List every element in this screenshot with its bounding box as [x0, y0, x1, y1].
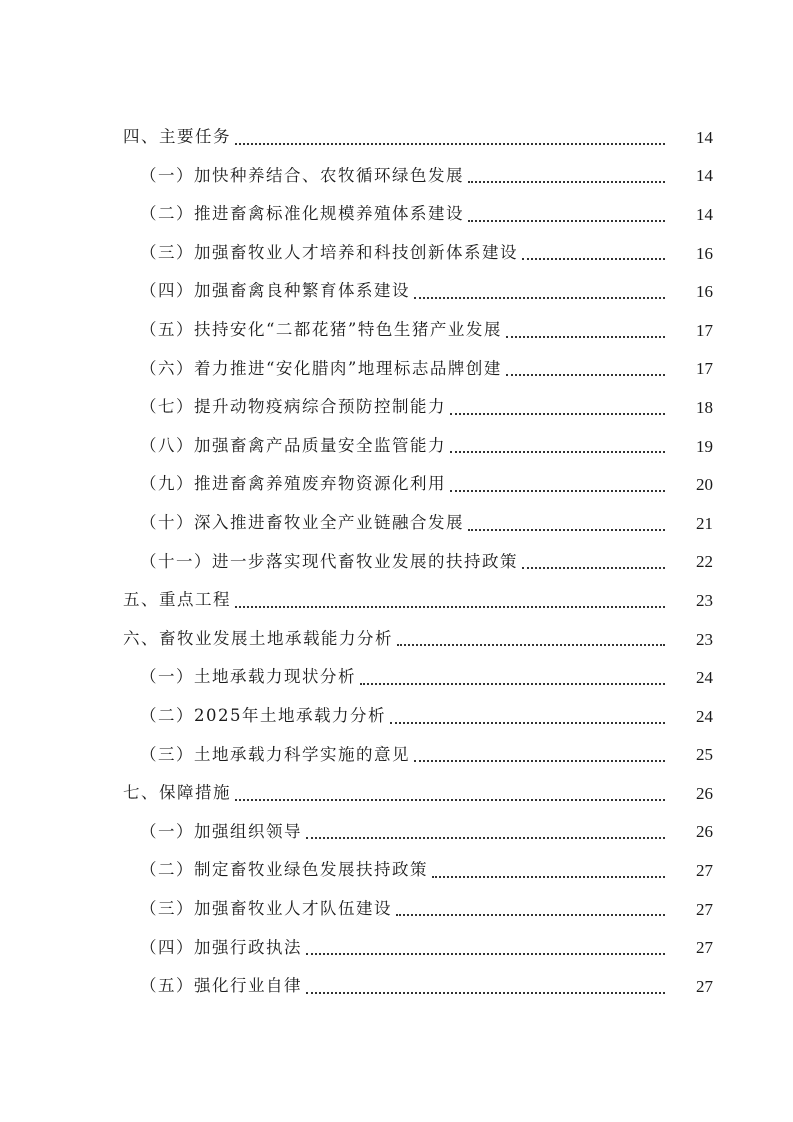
dot-leader [235, 605, 665, 608]
toc-entry[interactable] [0, 697, 793, 736]
toc-entry-title: （四）加强畜禽良种繁育体系建设 [140, 283, 414, 300]
toc-entry-page-number: 24 [696, 706, 713, 726]
toc-entry-page-number: 24 [696, 668, 713, 688]
toc-entry-title: （七）提升动物疫病综合预防控制能力 [140, 399, 450, 416]
toc-entry[interactable] [0, 311, 793, 350]
toc-entry-page-number: 27 [696, 938, 713, 958]
dot-leader [468, 528, 665, 531]
toc-entry-page-number: 23 [696, 629, 713, 649]
table-of-contents [0, 118, 793, 1006]
dot-leader [506, 373, 665, 376]
toc-entry-page-number: 21 [696, 513, 713, 533]
toc-entry[interactable] [0, 620, 793, 659]
dot-leader [432, 875, 665, 878]
toc-entry-page-number: 26 [696, 822, 713, 842]
toc-entry-title: （一）加强组织领导 [140, 824, 306, 841]
toc-entry-title: 四、主要任务 [123, 129, 235, 146]
dot-leader [506, 335, 665, 338]
toc-entry-page-number: 27 [696, 861, 713, 881]
dot-leader [396, 913, 665, 916]
toc-entry-page-number: 18 [696, 397, 713, 417]
toc-entry[interactable] [0, 543, 793, 582]
toc-entry-title: （一）加快种养结合、农牧循环绿色发展 [140, 168, 468, 185]
dot-leader [450, 412, 665, 415]
toc-entry-page-number: 16 [696, 282, 713, 302]
toc-entry-title: 七、保障措施 [123, 785, 235, 802]
toc-entry[interactable] [0, 928, 793, 967]
dot-leader [235, 798, 665, 801]
toc-entry-title: （二）2025年土地承载力分析 [140, 708, 390, 725]
toc-entry-title: 六、畜牧业发展土地承载能力分析 [123, 631, 397, 648]
toc-entry-title: （十一）进一步落实现代畜牧业发展的扶持政策 [140, 554, 522, 571]
toc-entry-title: （一）土地承载力现状分析 [140, 669, 360, 686]
dot-leader [235, 142, 665, 145]
dot-leader [390, 721, 665, 724]
toc-entry[interactable] [0, 350, 793, 389]
toc-entry-page-number: 23 [696, 590, 713, 610]
toc-entry-page-number: 16 [696, 243, 713, 263]
toc-entry-page-number: 14 [696, 204, 713, 224]
toc-entry[interactable] [0, 465, 793, 504]
toc-entry-page-number: 25 [696, 745, 713, 765]
toc-entry-title: 五、重点工程 [123, 592, 235, 609]
toc-entry-title: （九）推进畜禽养殖废弃物资源化利用 [140, 476, 450, 493]
toc-entry[interactable] [0, 427, 793, 466]
dot-leader [306, 836, 665, 839]
toc-entry-title: （三）加强畜牧业人才队伍建设 [140, 901, 396, 918]
toc-entry-page-number: 14 [696, 166, 713, 186]
toc-entry-page-number: 17 [696, 359, 713, 379]
toc-entry-title: （三）加强畜牧业人才培养和科技创新体系建设 [140, 245, 522, 262]
toc-entry[interactable] [0, 118, 793, 157]
dot-leader [306, 952, 665, 955]
toc-entry[interactable] [0, 851, 793, 890]
dot-leader [468, 219, 665, 222]
toc-entry[interactable] [0, 157, 793, 196]
dot-leader [397, 643, 665, 646]
dot-leader [522, 566, 665, 569]
toc-entry-page-number: 22 [696, 552, 713, 572]
dot-leader [360, 682, 665, 685]
toc-entry-title: （五）强化行业自律 [140, 978, 306, 995]
toc-entry[interactable] [0, 774, 793, 813]
toc-entry-title: （二）推进畜禽标准化规模养殖体系建设 [140, 206, 468, 223]
toc-entry[interactable] [0, 504, 793, 543]
toc-entry-page-number: 26 [696, 783, 713, 803]
toc-entry-title: （八）加强畜禽产品质量安全监管能力 [140, 438, 450, 455]
dot-leader [306, 991, 665, 994]
toc-entry[interactable] [0, 967, 793, 1006]
toc-entry-title: （六）着力推进“安化腊肉”地理标志品牌创建 [140, 361, 506, 378]
toc-entry-page-number: 17 [696, 320, 713, 340]
toc-entry-title: （十）深入推进畜牧业全产业链融合发展 [140, 515, 468, 532]
toc-entry-page-number: 19 [696, 436, 713, 456]
toc-entry[interactable] [0, 890, 793, 929]
toc-entry-page-number: 20 [696, 475, 713, 495]
toc-entry-title: （五）扶持安化“二都花猪”特色生猪产业发展 [140, 322, 506, 339]
dot-leader [450, 450, 665, 453]
toc-entry[interactable] [0, 581, 793, 620]
toc-entry-title: （三）土地承载力科学实施的意见 [140, 747, 414, 764]
dot-leader [414, 759, 665, 762]
dot-leader [468, 180, 665, 183]
toc-entry-page-number: 27 [696, 976, 713, 996]
dot-leader [450, 489, 665, 492]
toc-entry[interactable] [0, 388, 793, 427]
toc-entry[interactable] [0, 736, 793, 775]
toc-entry[interactable] [0, 195, 793, 234]
toc-entry[interactable] [0, 234, 793, 273]
toc-entry-page-number: 27 [696, 899, 713, 919]
toc-entry-title: （二）制定畜牧业绿色发展扶持政策 [140, 862, 432, 879]
toc-entry-title: （四）加强行政执法 [140, 940, 306, 957]
dot-leader [522, 257, 665, 260]
toc-entry[interactable] [0, 813, 793, 852]
toc-entry-page-number: 14 [696, 127, 713, 147]
dot-leader [414, 296, 665, 299]
toc-entry[interactable] [0, 272, 793, 311]
toc-entry[interactable] [0, 658, 793, 697]
